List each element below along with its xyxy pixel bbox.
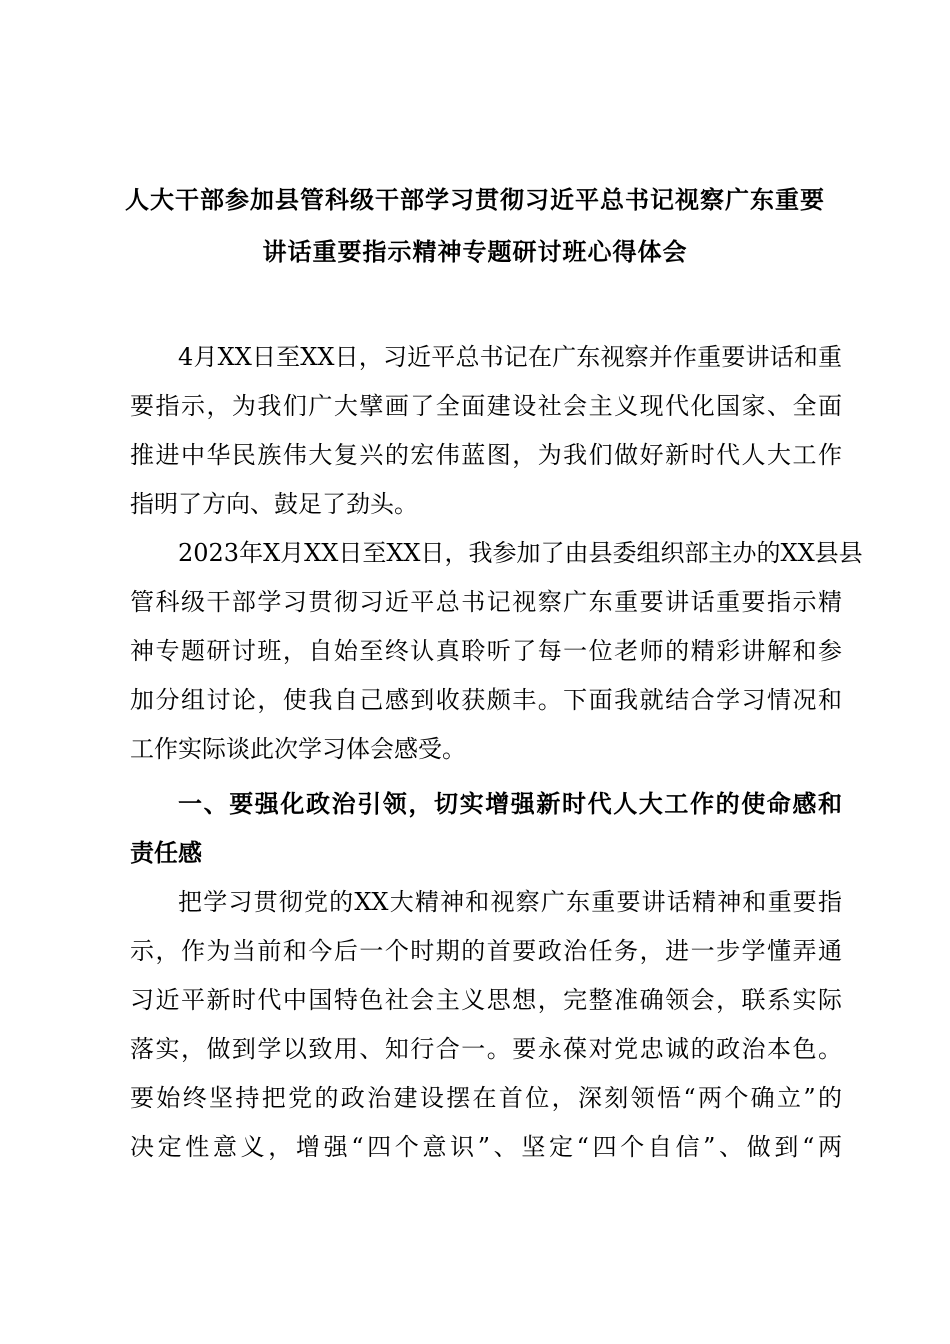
paragraph-2-line-1: 2023年X月XX日至XX日，我参加了由县委组织部主办的XX县县	[178, 539, 863, 567]
paragraph-2-line-5: 工作实际谈此次学习体会感受。	[130, 735, 466, 763]
paragraph-3-line-6: 决定性意义，增强“四个意识”、坚定“四个自信”、做到“两	[130, 1133, 842, 1161]
paragraph-1-line-3: 推进中华民族伟大复兴的宏伟蓝图，为我们做好新时代人大工作	[130, 441, 842, 469]
paragraph-1-line-2: 要指示，为我们广大擘画了全面建设社会主义现代化国家、全面	[130, 392, 842, 420]
paragraph-3-line-1: 把学习贯彻党的XX大精神和视察广东重要讲话精神和重要指	[178, 888, 842, 916]
paragraph-2-line-4: 加分组讨论，使我自己感到收获颇丰。下面我就结合学习情况和	[130, 686, 842, 714]
paragraph-1-line-1: 4月XX日至XX日，习近平总书记在广东视察并作重要讲话和重	[178, 343, 842, 371]
paragraph-1-line-4: 指明了方向、鼓足了劲头。	[130, 490, 418, 518]
paragraph-2-line-3: 神专题研讨班，自始至终认真聆听了每一位老师的精彩讲解和参	[130, 637, 842, 665]
document-title-line-2: 讲话重要指示精神专题研讨班心得体会	[262, 238, 688, 266]
section-heading-line-1: 一、要强化政治引领，切实增强新时代人大工作的使命感和	[178, 790, 842, 818]
paragraph-3-line-5: 要始终坚持把党的政治建设摆在首位，深刻领悟“两个确立”的	[130, 1084, 842, 1112]
paragraph-3-line-2: 示，作为当前和今后一个时期的首要政治任务，进一步学懂弄通	[130, 937, 842, 965]
section-heading-line-2: 责任感	[130, 839, 202, 867]
paragraph-3-line-3: 习近平新时代中国特色社会主义思想，完整准确领会，联系实际	[130, 986, 842, 1014]
document-title-line-1: 人大干部参加县管科级干部学习贯彻习近平总书记视察广东重要	[125, 186, 825, 214]
paragraph-3-line-4: 落实，做到学以致用、知行合一。要永葆对党忠诚的政治本色。	[130, 1035, 842, 1063]
paragraph-2-line-2: 管科级干部学习贯彻习近平总书记视察广东重要讲话重要指示精	[130, 588, 842, 616]
